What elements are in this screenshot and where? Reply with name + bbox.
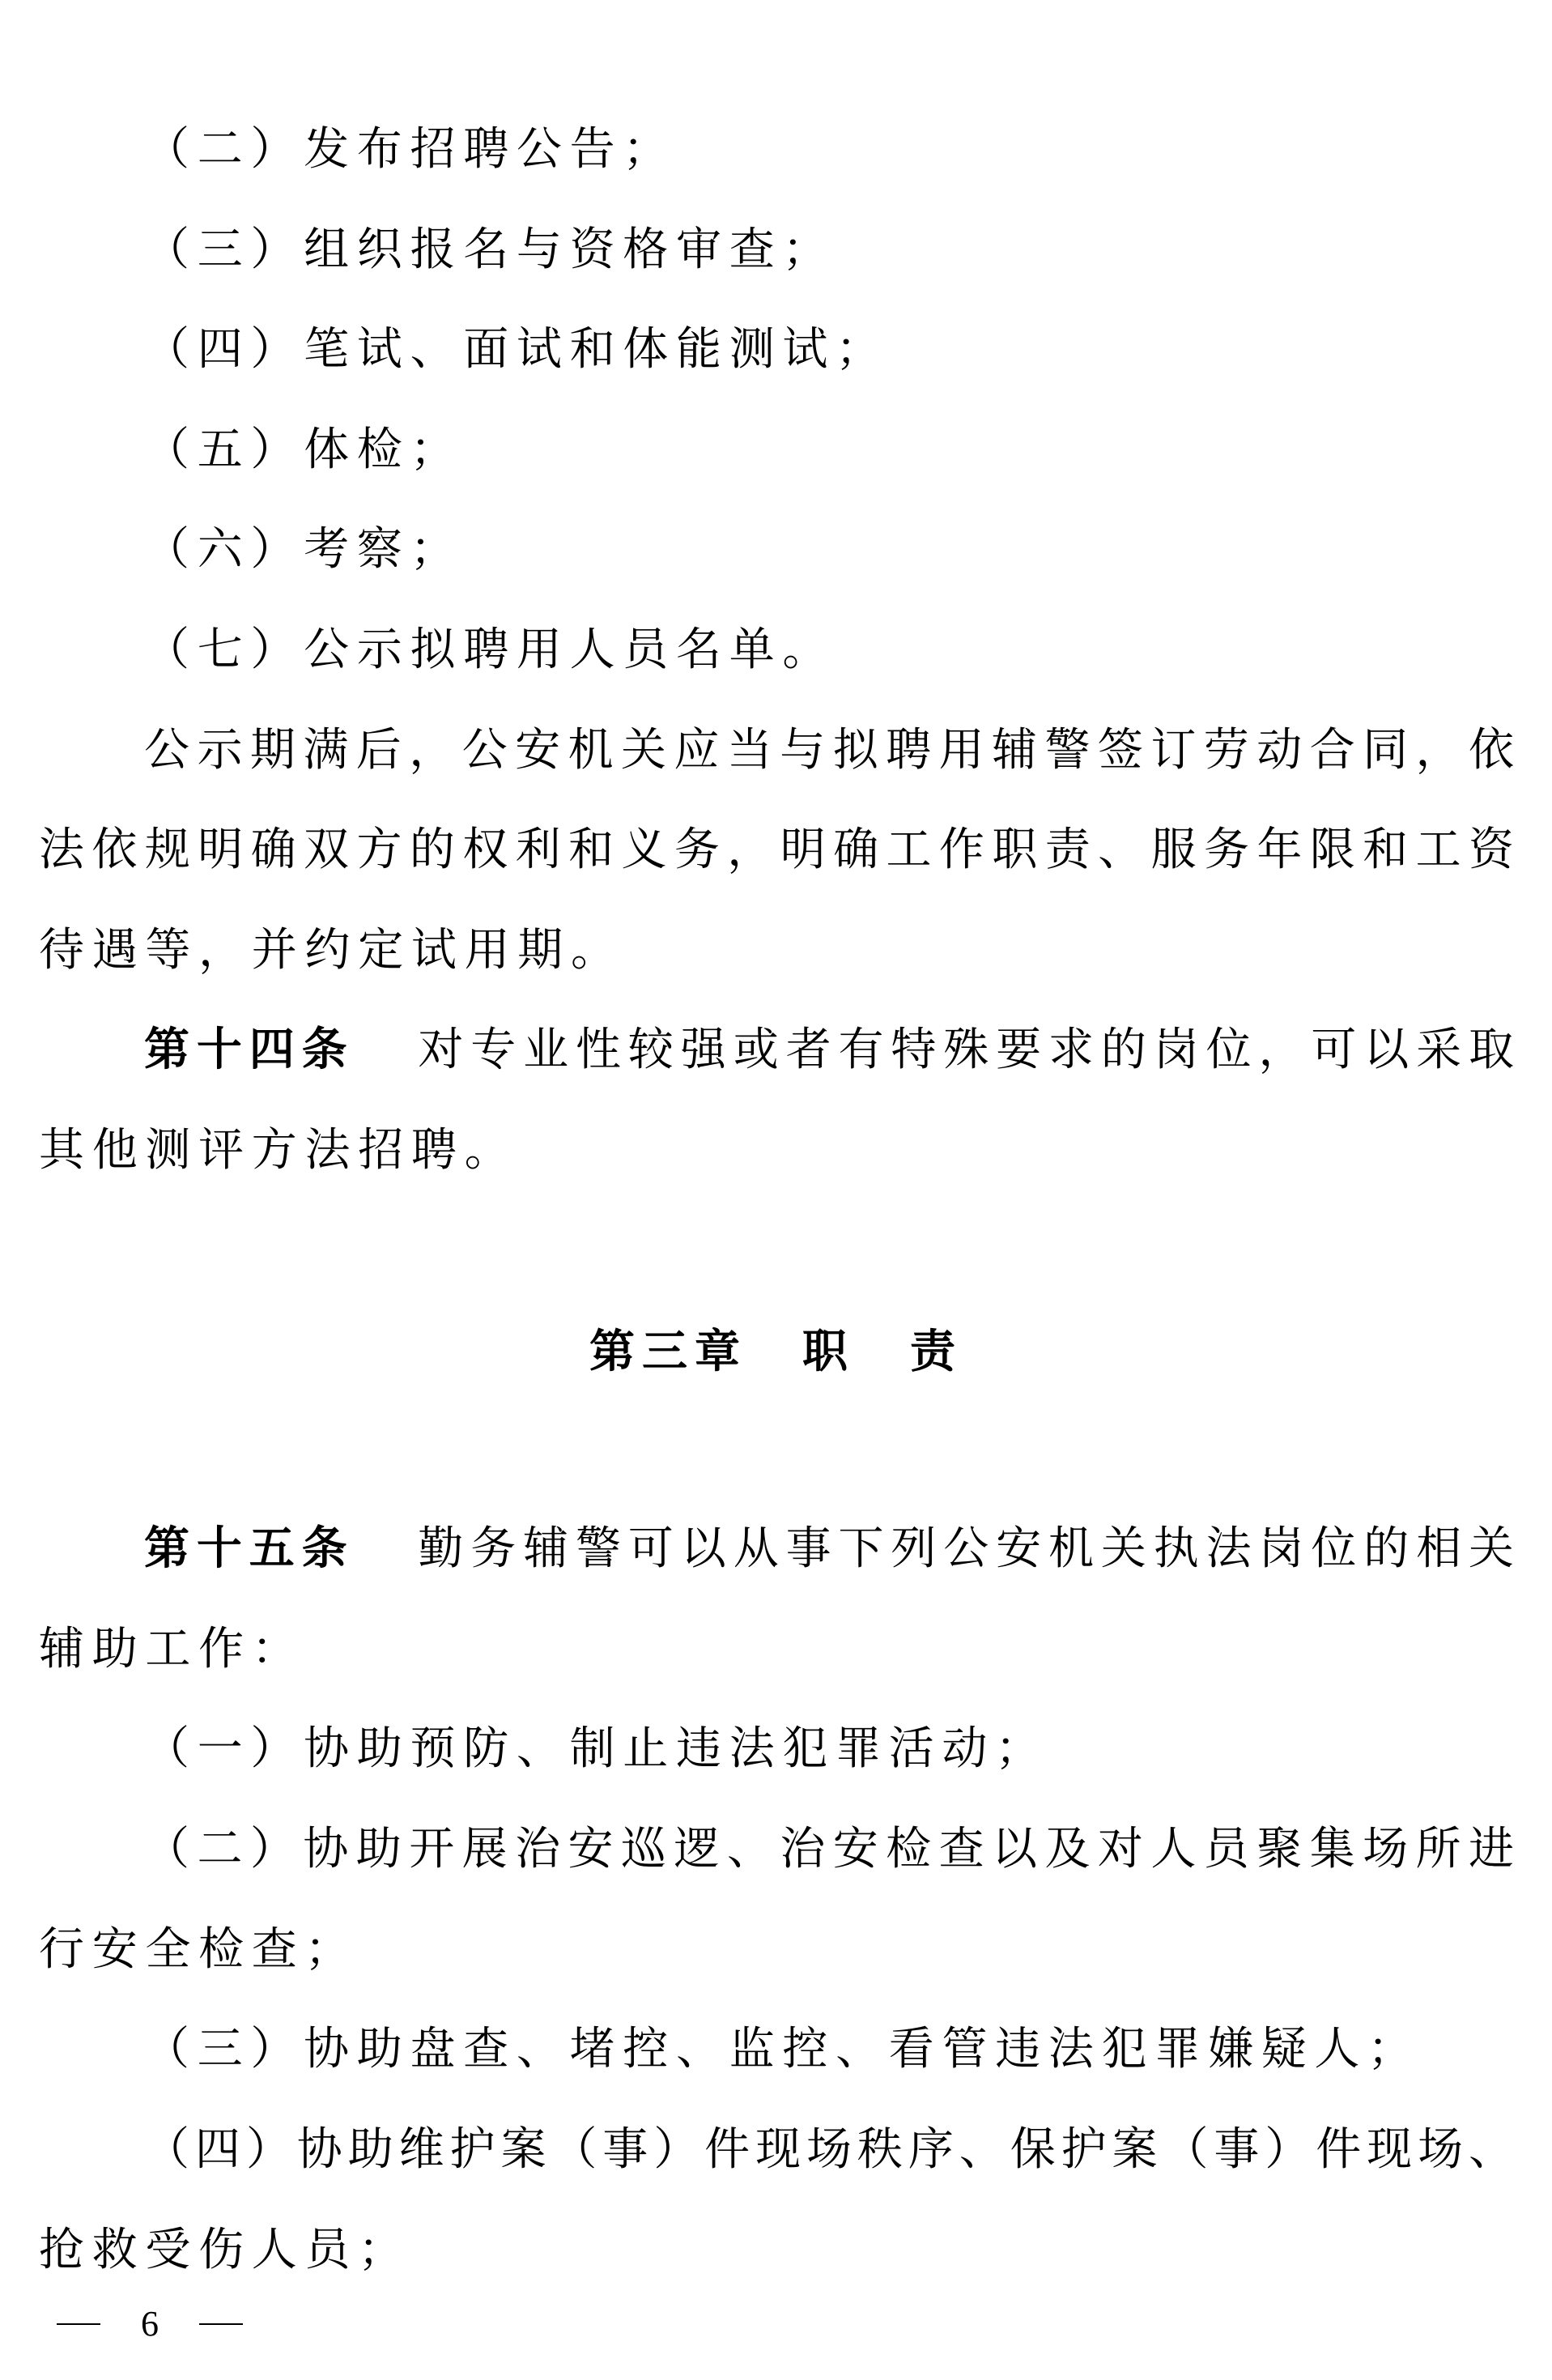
list-item-patrol-line-2: 行安全检查； (39, 1923, 359, 1976)
list-item-publicize-list: （七）公示拟聘用人员名单。 (144, 624, 836, 676)
page-number-value: 6 (141, 2304, 159, 2344)
chapter-title-part-1: 职 (802, 1326, 855, 1378)
article-15-text: 勤务辅警可以从事下列公安机关执法岗位的相关 (410, 1522, 1515, 1575)
paragraph-contract-line-1: 公示期满后，公安机关应当与拟聘用辅警签订劳动合同，依 (144, 724, 1514, 777)
article-15-line-1 (144, 1521, 1514, 1577)
page-number-right-dash (199, 2323, 243, 2325)
page-number-left-dash (57, 2323, 100, 2325)
list-item-interrogation: （三）协助盘查、堵控、监控、看管违法犯罪嫌疑人； (144, 2023, 1421, 2076)
article-15-heading: 第十五条 (144, 1522, 355, 1575)
article-14-line-1 (144, 1022, 1514, 1079)
list-item-scene-order-line-2: 抢救受伤人员； (39, 2224, 411, 2276)
article-14-line-2: 其他测评方法招聘。 (39, 1124, 518, 1177)
article-15-line-2: 辅助工作： (39, 1623, 305, 1675)
chapter-number: 第三章 (589, 1326, 747, 1378)
page-number (57, 2304, 243, 2344)
chapter-title (0, 1324, 1552, 1381)
list-item-prevent-crime: （一）协助预防、制止违法犯罪活动； (144, 1722, 1048, 1775)
list-item-exams: （四）笔试、面试和体能测试； (144, 323, 889, 376)
paragraph-contract-line-2: 法依规明确双方的权利和义务，明确工作职责、服务年限和工资 (39, 824, 1514, 876)
list-item-physical-exam: （五）体检； (144, 424, 464, 476)
list-item-patrol-line-1: （二）协助开展治安巡逻、治安检查以及对人员聚集场所进 (144, 1823, 1514, 1875)
article-14-heading: 第十四条 (144, 1024, 355, 1076)
list-item-inspection: （六）考察； (144, 523, 464, 576)
chapter-title-part-2: 责 (910, 1326, 963, 1378)
list-item-scene-order-line-1: （四）协助维护案（事）件现场秩序、保护案（事）件现场、 (144, 2123, 1514, 2176)
paragraph-contract-line-3: 待遇等，并约定试用期。 (39, 924, 624, 977)
article-14-text: 对专业性较强或者有特殊要求的岗位，可以采取 (410, 1024, 1515, 1076)
list-item-registration-review: （三）组织报名与资格审查； (144, 224, 836, 276)
list-item-publish-announcement: （二）发布招聘公告； (144, 123, 676, 176)
